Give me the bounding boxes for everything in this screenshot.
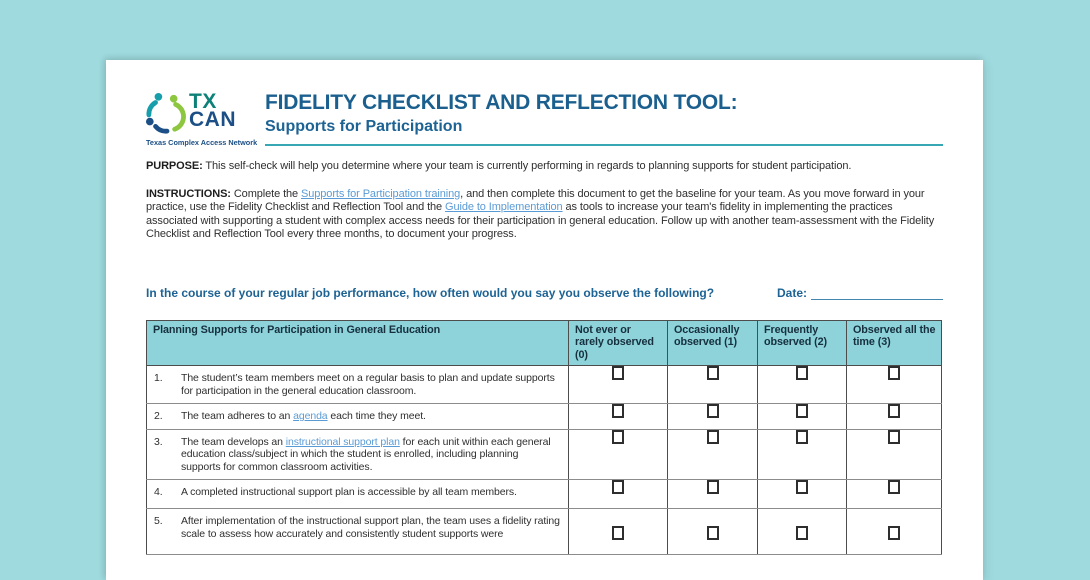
row-number: 4.	[154, 486, 163, 498]
column-header-planning-supports: Planning Supports for Participation in General Education	[147, 320, 569, 366]
column-header-frequently: Frequently observed (2)	[758, 320, 847, 366]
question-row	[146, 286, 943, 300]
checkbox-frequently[interactable]	[796, 526, 808, 540]
rating-cell-0	[569, 366, 668, 404]
statement-text-post: each time they meet.	[327, 410, 426, 422]
statement-text-post: for each unit within each general education class/subject in which the student is enrolled, including planning supports for common classroom activities.	[181, 435, 551, 473]
purpose-paragraph	[146, 160, 943, 174]
checkbox-frequently[interactable]	[796, 404, 808, 418]
txcan-wordmark	[189, 90, 236, 132]
row-number: 2.	[154, 410, 163, 422]
checkbox-frequently[interactable]	[796, 480, 808, 494]
checkbox-all-the-time[interactable]	[888, 404, 900, 418]
rating-cell-1	[668, 509, 758, 555]
checkbox-frequently[interactable]	[796, 430, 808, 444]
supports-training-link[interactable]: Supports for Participation training	[301, 187, 461, 200]
column-header-occasionally: Occasionally observed (1)	[668, 320, 758, 366]
checkbox-not-ever[interactable]	[612, 404, 624, 418]
date-field	[777, 286, 943, 300]
table-header-row	[147, 320, 942, 366]
checkbox-occasionally[interactable]	[707, 366, 719, 380]
instructions-label: INSTRUCTIONS:	[146, 187, 231, 200]
txcan-people-circle-icon	[146, 92, 188, 134]
checkbox-not-ever[interactable]	[612, 366, 624, 380]
table-row	[147, 366, 942, 404]
rating-cell-2	[758, 429, 847, 480]
statement-text: A completed instructional support plan is accessible by all team members.	[181, 486, 517, 498]
checkbox-all-the-time[interactable]	[888, 480, 900, 494]
rating-cell-0	[569, 480, 668, 509]
table-row	[147, 480, 942, 509]
rating-cell-3	[847, 366, 942, 404]
row-number: 1.	[154, 372, 163, 384]
checkbox-occasionally[interactable]	[707, 404, 719, 418]
logo-tagline: Texas Complex Access Network	[146, 138, 258, 147]
rating-cell-3	[847, 509, 942, 555]
instructions-text-2: , and then complete this document to get the baseline for your team. As you move forward in your practice, use the Fidelity Checklist and Reflection Tool and the	[146, 187, 925, 213]
statement-text: After implementation of the instructional support plan, the team uses a fidelity rating scale to assess how accurately and consistently student supports were	[181, 515, 560, 540]
statement-cell	[147, 366, 569, 404]
question-heading: In the course of your regular job performance, how often would you say you observe the following?	[146, 285, 715, 300]
checkbox-not-ever[interactable]	[612, 430, 624, 444]
rating-cell-3	[847, 480, 942, 509]
page-title: FIDELITY CHECKLIST AND REFLECTION TOOL:	[265, 91, 738, 114]
rating-cell-0	[569, 429, 668, 480]
checkbox-not-ever[interactable]	[612, 480, 624, 494]
checkbox-all-the-time[interactable]	[888, 430, 900, 444]
checkbox-all-the-time[interactable]	[888, 526, 900, 540]
checkbox-occasionally[interactable]	[707, 526, 719, 540]
statement-text: The team develops an	[181, 435, 286, 448]
rating-cell-1	[668, 480, 758, 509]
rating-cell-3	[847, 429, 942, 480]
statement-text: The student’s team members meet on a regular basis to plan and update supports for participation in the general education classroom.	[181, 372, 555, 397]
instructions-text-3: as tools to increase your team's fidelity in implementing the practices associated with supporting a student with complex access needs for their participation in general education. Follow up with another team-assessment with the Fidelity Checklist and Reflection Tool every three months, to document your progress.	[146, 201, 935, 240]
page-subtitle: Supports for Participation	[265, 118, 463, 135]
rating-cell-1	[668, 366, 758, 404]
table-row	[147, 429, 942, 480]
checkbox-occasionally[interactable]	[707, 480, 719, 494]
agenda-link[interactable]: agenda	[293, 410, 328, 422]
logo-tx-text: TX	[189, 90, 217, 113]
statement-cell	[147, 429, 569, 480]
checkbox-not-ever[interactable]	[612, 526, 624, 540]
checkbox-occasionally[interactable]	[707, 430, 719, 444]
masthead	[146, 90, 943, 147]
logo-can-text: CAN	[189, 108, 236, 132]
statement-cell	[147, 509, 569, 555]
txcan-logo	[146, 90, 265, 147]
document-page	[106, 60, 983, 580]
table-row	[147, 509, 942, 555]
rating-cell-0	[569, 404, 668, 430]
instructions-text-1: Complete the	[230, 187, 302, 200]
checkbox-all-the-time[interactable]	[888, 366, 900, 380]
date-label: Date:	[776, 285, 807, 300]
row-number: 3.	[154, 435, 163, 448]
statement-cell	[147, 404, 569, 430]
rating-cell-2	[758, 366, 847, 404]
rating-cell-1	[668, 404, 758, 430]
fidelity-checklist-table	[146, 320, 942, 556]
rating-cell-3	[847, 404, 942, 430]
checkbox-frequently[interactable]	[796, 366, 808, 380]
title-block	[265, 91, 943, 146]
instructions-paragraph	[146, 188, 943, 242]
column-header-not-ever: Not ever or rarely observed (0)	[569, 320, 668, 366]
purpose-text: This self-check will help you determine where your team is currently performing in regards to planning supports for student participation.	[202, 160, 852, 172]
rating-cell-1	[668, 429, 758, 480]
purpose-label: PURPOSE:	[146, 160, 203, 172]
rating-cell-2	[758, 509, 847, 555]
guide-to-implementation-link[interactable]: Guide to Implementation	[445, 201, 563, 213]
table-row	[147, 404, 942, 430]
rating-cell-0	[569, 509, 668, 555]
row-number: 5.	[154, 515, 163, 527]
rating-cell-2	[758, 404, 847, 430]
column-header-all-the-time: Observed all the time (3)	[847, 320, 942, 366]
rating-cell-2	[758, 480, 847, 509]
statement-cell	[147, 480, 569, 509]
date-blank-line	[811, 288, 943, 300]
instructional-support-plan-link[interactable]: instructional support plan	[285, 435, 400, 448]
statement-text: The team adheres to an	[181, 410, 294, 422]
